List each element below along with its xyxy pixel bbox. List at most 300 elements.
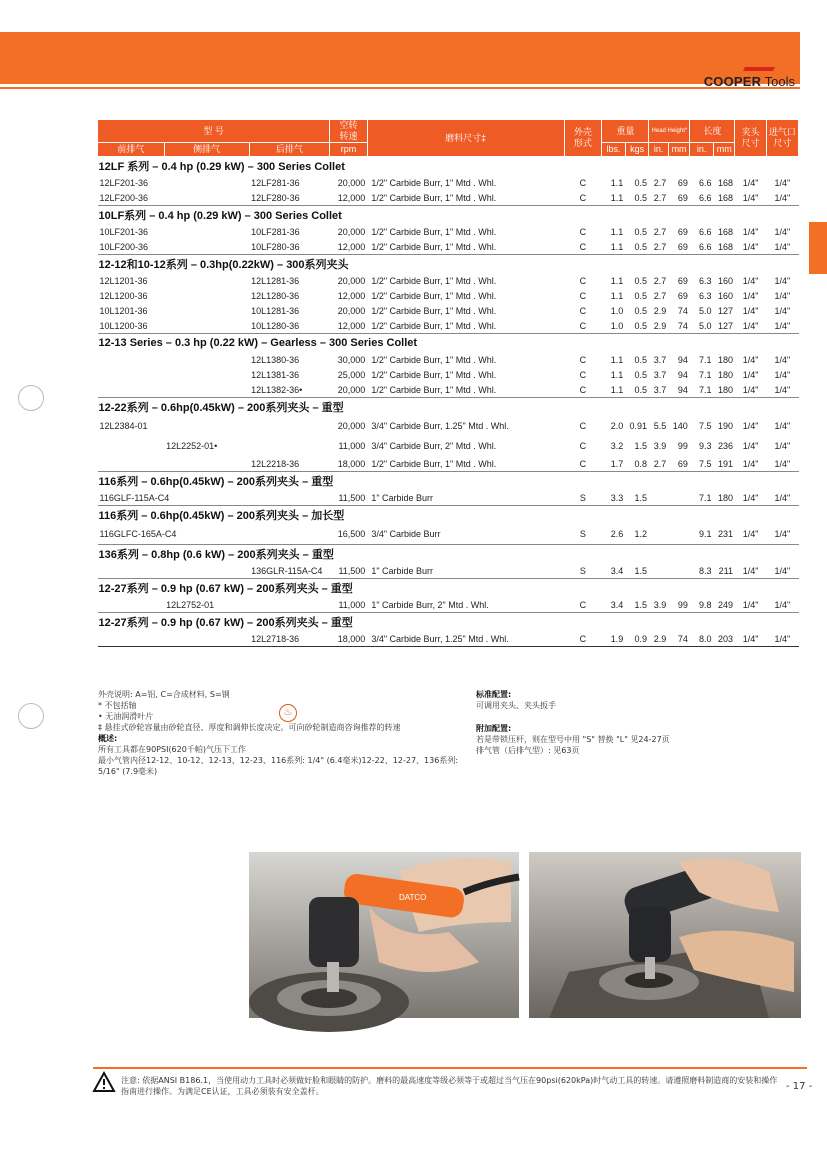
cell-head-mm: 69	[677, 458, 688, 469]
cell-rpm: 12,000	[337, 192, 366, 203]
table-row	[98, 456, 799, 472]
section-heading-row	[98, 545, 799, 564]
col-rpm: rpm	[330, 143, 368, 157]
cell-front-model	[249, 597, 330, 613]
cell-front-model: 12LF281-36	[251, 177, 300, 188]
cell-rear-model: 10L1201-36	[99, 305, 148, 316]
cell-rear-model: 116GLFC-165A-C4	[99, 529, 177, 539]
cell-front-model: 10LF280-36	[251, 241, 300, 252]
cell-front-model: 12LF280-36	[251, 192, 300, 203]
cell-weight-kgs: 0.5	[634, 275, 647, 286]
cell-length-in: 6.6	[698, 226, 712, 237]
cell-head-mm: 69	[677, 290, 688, 301]
cell-collet: 1/4"	[742, 320, 759, 331]
col-weight: 重量	[602, 120, 649, 143]
cell-rear-model	[98, 367, 165, 382]
cell-rear-model: 10L1200-36	[99, 320, 148, 331]
cell-rpm: 20,000	[337, 177, 366, 188]
cell-rear-model: 10LF200-36	[99, 241, 149, 252]
cell-head-mm: 140	[672, 421, 688, 431]
cell-rear-model: 116GLF-115A-C4	[99, 492, 170, 503]
cell-weight-lbs: 1.1	[610, 192, 624, 203]
cell-side-model	[164, 631, 249, 647]
cell-front-model: 10LF281-36	[251, 226, 300, 237]
cell-front-model	[249, 416, 330, 436]
cell-head-in: 3.9	[653, 599, 667, 610]
cell-head-in: 5.5	[653, 421, 667, 431]
cell-side-model	[164, 416, 249, 436]
note-housing-legend: 外壳说明: A=铝, C=合成材料, S=钢	[98, 690, 230, 699]
cell-inlet: 1/4"	[774, 177, 791, 188]
cell-rear-model: 12L1200-36	[99, 290, 148, 301]
cell-rpm: 25,000	[337, 369, 366, 380]
cell-collet: 1/4"	[742, 441, 759, 451]
section-heading-row	[98, 398, 799, 417]
cell-abrasive: 3/4" Carbide Burr, 2" Mtd . Whl.	[371, 441, 497, 451]
flame-icon: ♨	[279, 704, 297, 722]
cell-abrasive: 1" Carbide Burr	[371, 492, 434, 503]
cell-length-in: 5.0	[698, 320, 712, 331]
table-row	[98, 175, 799, 190]
table-row	[98, 318, 799, 334]
cell-housing: C	[579, 290, 587, 301]
cell-length-in: 7.1	[698, 354, 712, 365]
cell-weight-kgs: 1.5	[634, 492, 647, 503]
cell-inlet: 1/4"	[774, 192, 791, 203]
cell-housing: S	[579, 492, 586, 503]
cell-head-mm: 99	[677, 441, 688, 451]
cell-rear-model	[98, 631, 165, 647]
section-heading: 12-27系列 – 0.9 hp (0.67 kW) – 200系列夹头 – 重型	[98, 579, 799, 598]
cell-side-model	[164, 490, 249, 506]
cell-weight-kgs: 1.5	[634, 599, 647, 610]
cell-length-in: 7.1	[698, 384, 712, 395]
cell-abrasive: 1/2" Carbide Burr, 1" Mtd . Whl.	[371, 241, 497, 252]
cell-length-in: 8.3	[698, 565, 712, 576]
section-heading: 10LF系列 – 0.4 hp (0.29 kW) – 300 Series Collet	[98, 206, 799, 225]
cell-weight-lbs: 1.0	[610, 305, 624, 316]
cell-rpm: 11,000	[338, 441, 366, 451]
cell-abrasive: 1/2" Carbide Burr, 1" Mtd . Whl.	[371, 458, 497, 469]
cell-weight-kgs: 0.5	[634, 384, 647, 395]
cell-length-in: 7.1	[698, 492, 712, 503]
section-heading-row	[98, 255, 799, 274]
section-heading-row	[98, 579, 799, 598]
cell-weight-lbs: 3.4	[610, 565, 624, 576]
cell-rear-model	[98, 456, 165, 472]
cell-front-model: 12L2718-36	[249, 631, 330, 647]
cell-inlet: 1/4"	[774, 492, 791, 503]
cell-inlet: 1/4"	[774, 275, 791, 286]
banner-rule	[0, 87, 800, 89]
cell-head-in: 3.7	[653, 354, 667, 365]
cell-collet: 1/4"	[735, 631, 766, 647]
cell-abrasive: 1/2" Carbide Burr, 1" Mtd . Whl.	[371, 177, 497, 188]
cell-inlet: 1/4"	[774, 458, 791, 469]
table-row	[98, 367, 799, 382]
cell-side-model	[164, 273, 249, 288]
cell-collet: 1/4"	[742, 275, 759, 286]
table-row	[98, 288, 799, 303]
cell-rpm: 12,000	[337, 290, 366, 301]
cooper-tools-logo	[704, 74, 795, 89]
cell-inlet: 1/4"	[774, 320, 791, 331]
cell-collet: 1/4"	[742, 226, 759, 237]
cell-weight-kgs: 0.9	[625, 631, 649, 647]
table-row	[98, 352, 799, 367]
section-heading-row	[98, 613, 799, 632]
cell-weight-kgs: 0.5	[634, 320, 647, 331]
cell-abrasive: 1/2" Carbide Burr, 1" Mtd . Whl.	[371, 290, 497, 301]
footer-rule	[93, 1067, 807, 1069]
cell-housing: C	[579, 384, 587, 395]
note-spindle: * 不包括轴	[98, 701, 137, 710]
col-inlet: 进气口 尺寸	[766, 120, 798, 157]
cell-head-mm: 69	[677, 226, 688, 237]
cell-rpm: 20,000	[337, 384, 366, 395]
cell-weight-kgs: 0.5	[634, 241, 647, 252]
cell-side-model	[164, 175, 249, 190]
cell-head-in: 2.7	[653, 192, 667, 203]
cell-weight-kgs: 0.5	[634, 192, 647, 203]
cell-collet: 1/4"	[742, 421, 759, 431]
cell-rear-model: 12LF201-36	[99, 177, 149, 188]
cell-length-mm: 180	[717, 492, 733, 503]
cell-inlet: 1/4"	[774, 565, 791, 576]
note-air-pressure: 所有工具都在90PSI(620千帕)气压下工作	[98, 745, 246, 754]
logo-brand: COOPER	[703, 74, 762, 89]
cell-head-mm: 99	[677, 599, 688, 610]
cell-weight-lbs: 1.1	[610, 241, 624, 252]
cell-inlet: 1/4"	[774, 369, 791, 380]
cell-rpm: 12,000	[337, 320, 366, 331]
cell-head-mm	[668, 563, 690, 579]
cell-collet: 1/4"	[742, 565, 759, 576]
section-heading-row	[98, 334, 799, 353]
cell-abrasive: 1" Carbide Burr	[371, 565, 434, 576]
cell-weight-kgs: 0.5	[634, 305, 647, 316]
cell-weight-kgs: 0.5	[634, 226, 647, 237]
table-row	[98, 416, 799, 436]
cell-collet: 1/4"	[742, 241, 759, 252]
cell-housing: C	[579, 421, 587, 431]
cell-rpm: 18,000	[330, 631, 368, 647]
cell-rpm: 30,000	[337, 354, 366, 365]
cell-side-model: 12L2252-01•	[166, 441, 218, 451]
table-row	[98, 239, 799, 255]
cell-housing: S	[579, 565, 586, 576]
cell-side-model	[164, 524, 249, 545]
opt-config-title: 附加配置:	[476, 724, 512, 733]
cell-head-mm: 69	[677, 241, 688, 252]
notes-left	[98, 689, 458, 777]
cell-head-mm: 69	[677, 275, 688, 286]
cell-abrasive: 3/4" Carbide Burr	[371, 529, 441, 539]
cell-housing: C	[579, 226, 587, 237]
cell-head-mm: 94	[677, 384, 688, 395]
cell-length-mm: 231	[717, 529, 733, 539]
col-front-exhaust: 后排气	[249, 143, 330, 157]
cell-side-model: 12L2752-01	[166, 599, 215, 610]
cell-collet: 1/4"	[742, 305, 759, 316]
section-heading: 12-27系列 – 0.9 hp (0.67 kW) – 200系列夹头 – 重型	[98, 613, 799, 632]
note-overview-title: 概述:	[98, 734, 118, 743]
cell-weight-lbs: 3.3	[610, 492, 624, 503]
cell-housing: C	[579, 320, 587, 331]
cell-head-in: 2.7	[653, 241, 667, 252]
table-row	[98, 190, 799, 206]
cell-length-mm: 160	[717, 290, 733, 301]
cell-inlet: 1/4"	[774, 421, 791, 431]
cell-rpm: 20,000	[337, 275, 366, 286]
cell-abrasive: 1/2" Carbide Burr, 1" Mtd . Whl.	[371, 192, 497, 203]
cell-length-mm: 211	[718, 565, 733, 576]
cell-head-in: 2.9	[653, 305, 667, 316]
table-row	[98, 631, 799, 647]
table-row	[98, 224, 799, 239]
cell-housing: C	[579, 354, 587, 365]
cell-abrasive: 1/2" Carbide Burr, 1" Mtd . Whl.	[371, 275, 497, 286]
table-row	[98, 303, 799, 318]
cell-front-model: 12L1281-36	[251, 275, 300, 286]
photo-die-grinder-12-12	[249, 852, 519, 1018]
cell-housing: C	[579, 275, 587, 286]
cell-length-in: 9.1	[698, 529, 712, 539]
cell-collet: 1/4"	[742, 599, 759, 610]
cell-length-mm: 180	[717, 384, 733, 395]
binder-hole-icon	[18, 703, 44, 729]
cell-length-mm: 190	[717, 421, 733, 431]
std-config-title: 标准配置:	[476, 690, 512, 699]
cell-abrasive: 3/4" Carbide Burr, 1.25" Mtd . Whl.	[367, 631, 564, 647]
cell-length-mm: 203	[713, 631, 735, 647]
cell-collet: 1/4"	[742, 192, 759, 203]
cell-collet: 1/4"	[742, 384, 759, 395]
cell-weight-lbs: 1.1	[610, 354, 624, 365]
cell-rear-model: 12LF200-36	[99, 192, 149, 203]
cell-side-model	[164, 303, 249, 318]
cell-head-mm: 94	[677, 369, 688, 380]
table-row	[98, 597, 799, 613]
cell-abrasive: 1/2" Carbide Burr, 1" Mtd . Whl.	[371, 354, 497, 365]
cell-inlet: 1/4"	[774, 354, 791, 365]
col-abrasive: 磨料尺寸‡	[367, 120, 564, 157]
cell-head-in: 2.7	[653, 226, 667, 237]
cell-weight-lbs: 2.6	[610, 529, 624, 539]
cell-length-mm: 249	[717, 599, 733, 610]
section-heading: 136系列 – 0.8hp (0.6 kW) – 200系列夹头 – 重型	[98, 545, 799, 564]
table-row	[98, 490, 799, 506]
note-wheel-capacity: ‡ 悬挂式砂轮容量由砂轮直径、厚度和调伸长度决定。可向砂轮制造商咨询推荐的转速	[98, 723, 401, 732]
cell-front-model: 12L1382-36•	[251, 384, 303, 395]
cell-weight-lbs: 1.1	[610, 369, 624, 380]
cell-head-in: 3.7	[653, 369, 667, 380]
cell-weight-lbs: 1.1	[610, 290, 624, 301]
cell-inlet: 1/4"	[774, 226, 791, 237]
photo-die-grinder-12-22	[529, 852, 801, 1018]
cell-length-in: 6.3	[698, 290, 712, 301]
cell-front-model: 12L1381-36	[251, 369, 300, 380]
cell-length-mm: 236	[717, 441, 733, 451]
table-row	[98, 436, 799, 456]
warning-triangle-icon	[93, 1072, 115, 1092]
cell-weight-lbs: 1.1	[610, 177, 624, 188]
cell-head-in	[649, 563, 668, 579]
cell-front-model	[249, 436, 330, 456]
cell-housing: C	[579, 241, 587, 252]
cell-weight-kgs: 0.5	[634, 369, 647, 380]
section-heading: 12-22系列 – 0.6hp(0.45kW) – 200系列夹头 – 重型	[98, 398, 799, 417]
table-row	[98, 273, 799, 288]
section-heading: 12-13 Series – 0.3 hp (0.22 kW) – Gearless – 300 Series Collet	[98, 334, 799, 353]
cell-head-in: 3.9	[653, 441, 667, 451]
cell-inlet: 1/4"	[774, 305, 791, 316]
cell-rear-model: 10LF201-36	[99, 226, 149, 237]
cell-housing: C	[564, 631, 602, 647]
cell-side-model	[164, 239, 249, 255]
opt-config-text: 若是带锁压杆，则在型号中用 "S" 替换 "L" 见24-27页	[476, 735, 670, 744]
cell-length-in: 6.6	[698, 177, 712, 188]
cell-side-model	[164, 224, 249, 239]
cell-abrasive: 1/2" Carbide Burr, 1" Mtd . Whl.	[371, 384, 497, 395]
col-head-height: Head Height*	[649, 120, 690, 143]
section-tab	[809, 222, 827, 274]
std-config-text: 可调用夹头、夹头扳手	[476, 701, 556, 710]
cell-side-model	[164, 352, 249, 367]
cell-front-model	[249, 490, 330, 506]
cell-length-in: 7.1	[698, 369, 712, 380]
cell-weight-lbs: 1.9	[602, 631, 626, 647]
note-hose-size: 最小气管内径12-12、10-12、12-13、12-23、116系列: 1/4" (6.4毫米)12-22、12-27、136系列: 5/16" (7.9毫米)	[98, 756, 459, 776]
cell-length-in: 9.8	[698, 599, 712, 610]
note-oilless: • 无油润滑叶片	[98, 712, 154, 721]
cell-weight-lbs: 1.1	[610, 275, 624, 286]
cell-rear-model	[98, 352, 165, 367]
cell-side-model	[164, 318, 249, 334]
logo-suffix: Tools	[761, 74, 795, 89]
cell-weight-kgs: 0.5	[634, 290, 647, 301]
cell-length-mm: 127	[717, 305, 733, 316]
cell-inlet: 1/4"	[774, 529, 791, 539]
table-row	[98, 382, 799, 398]
page-number: - 17 -	[786, 1081, 813, 1092]
cell-head-in	[649, 524, 668, 545]
col-head-mm: mm	[668, 143, 690, 157]
top-banner	[0, 32, 800, 84]
section-heading: 116系列 – 0.6hp(0.45kW) – 200系列夹头 – 重型	[98, 472, 799, 491]
cell-abrasive: 1/2" Carbide Burr, 1" Mtd . Whl.	[371, 226, 497, 237]
cell-front-model: 10L1281-36	[251, 305, 300, 316]
cell-front-model: 136GLR-115A-C4	[251, 565, 323, 576]
cell-front-model: 10L1280-36	[251, 320, 300, 331]
cell-housing: S	[579, 529, 586, 539]
cell-head-in: 2.7	[653, 290, 667, 301]
cell-head-in: 2.9	[653, 320, 667, 331]
cell-weight-lbs: 2.0	[610, 421, 624, 431]
cell-head-mm: 94	[677, 354, 688, 365]
safety-warning: 注意: 依据ANSI B186.1，当使用动力工具时必须做好脸和眼睛的防护。磨料的最高速度等级必须等于或超过当气压在90psi(620kPa)时气动工具的转速。请遵照磨料制造商的安装和操作指南进行操作。为满足CE认证，工具必须装有安全盖杆。	[121, 1076, 778, 1096]
cell-front-model: 12L1380-36	[251, 354, 300, 365]
cell-weight-kgs: 0.91	[629, 421, 647, 431]
cell-length-in: 7.5	[698, 421, 712, 431]
cell-length-mm: 127	[717, 320, 733, 331]
cell-housing: C	[579, 458, 587, 469]
cell-rpm: 11,500	[338, 565, 366, 576]
cell-housing: C	[579, 192, 587, 203]
cell-rpm: 11,500	[338, 492, 366, 503]
cell-head-mm: 74	[677, 320, 688, 331]
cell-housing: C	[579, 599, 587, 610]
cell-abrasive: 3/4" Carbide Burr, 1.25" Mtd . Whl.	[371, 421, 509, 431]
cell-abrasive: 1/2" Carbide Burr, 1" Mtd . Whl.	[371, 369, 497, 380]
cell-length-in: 5.0	[698, 305, 712, 316]
tool-brand: DATCO	[399, 893, 427, 902]
cell-rear-model	[98, 563, 165, 579]
cell-collet: 1/4"	[742, 458, 759, 469]
cell-inlet: 1/4"	[774, 290, 791, 301]
col-length-mm: mm	[713, 143, 735, 157]
col-side-exhaust: 侧排气	[164, 143, 249, 157]
table-row	[98, 563, 799, 579]
cell-inlet: 1/4"	[774, 384, 791, 395]
cell-side-model	[164, 563, 249, 579]
col-model: 型 号	[98, 120, 330, 143]
col-housing: 外壳 形式	[564, 120, 602, 157]
cell-head-in: 3.7	[653, 384, 667, 395]
cell-length-mm: 180	[717, 354, 733, 365]
section-heading: 12-12和10-12系列 – 0.3hp(0.22kW) – 300系列夹头	[98, 255, 799, 274]
cell-length-in: 7.5	[698, 458, 712, 469]
cell-side-model	[164, 288, 249, 303]
section-heading: 12LF 系列 – 0.4 hp (0.29 kW) – 300 Series Collet	[98, 161, 345, 173]
col-lbs: lbs.	[602, 143, 626, 157]
cell-weight-lbs: 1.1	[610, 384, 624, 395]
cell-weight-kgs: 0.8	[634, 458, 647, 469]
cell-rear-model: 12L2384-01	[99, 421, 148, 431]
cell-length-mm: 168	[717, 177, 733, 188]
cell-length-mm: 191	[717, 458, 733, 469]
cell-head-mm: 69	[677, 192, 688, 203]
opt-config-text-2: 排气管（后排气型）: 见63页	[476, 746, 580, 755]
cell-weight-lbs: 1.1	[610, 226, 624, 237]
cell-inlet: 1/4"	[774, 441, 791, 451]
col-length-in: in.	[690, 143, 714, 157]
col-collet: 夹头 尺寸	[735, 120, 766, 157]
cell-weight-kgs: 0.5	[634, 177, 647, 188]
cell-front-model: 12L2218-36	[251, 458, 300, 469]
cell-length-in: 6.6	[698, 192, 712, 203]
cell-head-mm: 74	[668, 631, 690, 647]
logo-swoosh	[743, 67, 775, 71]
cell-abrasive: 1/2" Carbide Burr, 1" Mtd . Whl.	[371, 320, 497, 331]
cell-rpm: 20,000	[337, 305, 366, 316]
cell-abrasive: 1" Carbide Burr, 2" Mtd . Whl.	[371, 599, 489, 610]
cell-head-in: 2.7	[653, 177, 667, 188]
cell-front-model	[249, 524, 330, 545]
cell-inlet: 1/4"	[774, 599, 791, 610]
cell-head-in	[649, 490, 668, 506]
cell-rpm: 20,000	[337, 421, 366, 431]
cell-rear-model	[98, 382, 165, 398]
cell-rpm: 16,500	[337, 529, 366, 539]
cell-abrasive: 1/2" Carbide Burr, 1" Mtd . Whl.	[371, 305, 497, 316]
col-length: 长度	[690, 120, 735, 143]
cell-head-mm: 69	[677, 177, 688, 188]
cell-weight-kgs: 1.5	[634, 441, 647, 451]
section-heading-row	[98, 157, 799, 176]
cell-weight-lbs: 1.7	[610, 458, 624, 469]
cell-housing: C	[579, 441, 587, 451]
